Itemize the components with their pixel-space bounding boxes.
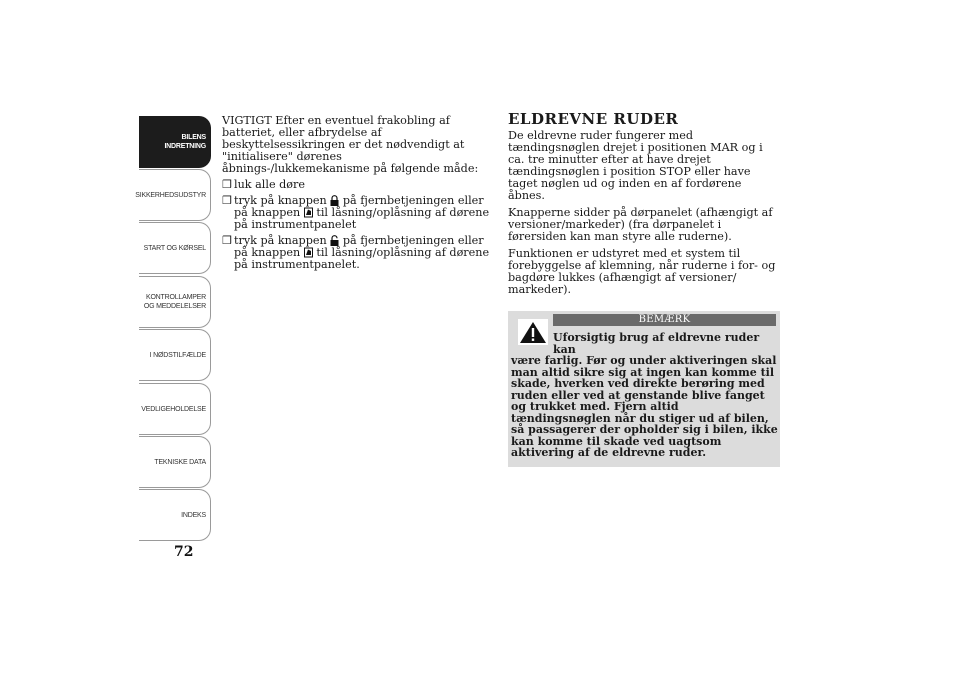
left-column [222, 115, 492, 275]
tab-indeks[interactable]: INDEKS [139, 489, 211, 541]
tab-vedligeholdelse[interactable]: VEDLIGEHOLDELSE [139, 383, 211, 435]
warning-note-box [508, 311, 780, 467]
door-lock-button-icon [304, 207, 313, 218]
paragraph: Funktionen er udstyret med et system til forebyggelse af klemning, når ruderne i for- og bagdøre lukkes (afhængigt af versioner/ markeder). [508, 247, 776, 296]
tab-sikkerhedsudstyr[interactable]: SIKKERHEDSUDSTYR [139, 169, 211, 221]
paragraph: Knapperne sidder på dørpanelet (afhængigt af versioner/markeder) (fra dørpanelet i førersiden kan man styre alle ruderne). [508, 206, 773, 243]
tab-start-og-korsel[interactable]: START OG KØRSEL [139, 222, 211, 274]
tab-tekniske-data[interactable]: TEKNISKE DATA [139, 436, 211, 488]
note-text: Uforsigtig brug af eldrevne ruder kan være farlig. Før og under aktiveringen skal man altid sikre sig at ingen kan komme til skade, hverken ved direkte berøring med ruden eller ved at genstande blive fanget og trukket med. Fjern altid tændingsnøglen når du stiger ud af bilen, så passagerer der opholder sig i bilen, ikke kan komme til skade ved uagtsom aktivering af de eldrevne ruder. [511, 331, 778, 459]
tab-i-nodstilfaelde[interactable]: I NØDSTILFÆLDE [139, 329, 211, 381]
lock-icon [330, 195, 339, 206]
section-heading: ELDREVNE RUDER [508, 110, 679, 128]
intro-paragraph: VIGTIGT Efter en eventuel frakobling af batteriet, eller afbrydelse af beskyttelsessikringen er det nødvendigt at "initialisere" dørenes åbnings-/lukkemekanisme på følgende måde: [222, 114, 479, 175]
door-lock-button-icon [304, 247, 313, 258]
checkbox-bullet: ❒ [222, 234, 233, 247]
note-title: BEMÆRK [553, 314, 776, 326]
list-item: ❒ luk alle døre [222, 178, 305, 191]
checkbox-bullet: ❒ [222, 194, 233, 207]
tab-kontrollamper[interactable]: KONTROLLAMPER OG MEDDELELSER [139, 276, 211, 328]
right-column [508, 110, 778, 301]
list-item: ❒ tryk på knappen på fjernbetjeningen eller på knappen til låsning/oplåsning af dørene på instrumentpanelet [222, 194, 490, 231]
list-item: ❒ tryk på knappen på fjernbetjeningen eller på knappen til låsning/oplåsning af dørene på instrumentpanelet. [222, 234, 490, 271]
tab-bilens-indretning[interactable]: BILENS INDRETNING [139, 116, 211, 168]
checkbox-bullet: ❒ [222, 178, 233, 191]
unlock-icon [330, 235, 339, 246]
page-number: 72 [174, 544, 194, 560]
paragraph: De eldrevne ruder fungerer med tændingsnøglen drejet i positionen MAR og i ca. tre minutter efter at have drejet tændingsnøglen i position STOP eller have taget nøglen ud og inden en af fordørene åbnes. [508, 129, 763, 202]
